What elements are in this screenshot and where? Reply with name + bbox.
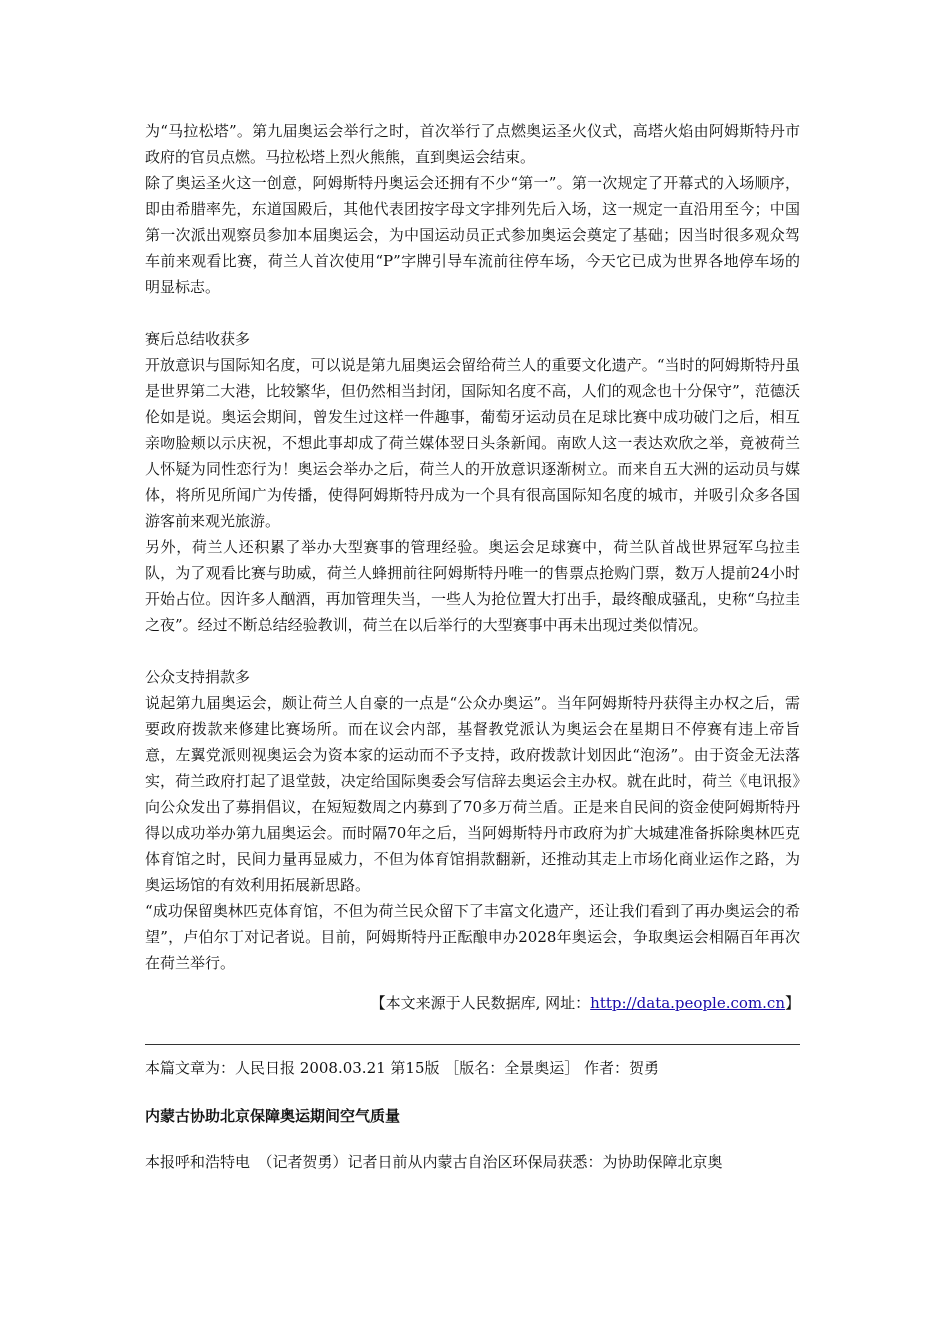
next-article-title: 内蒙古协助北京保障奥运期间空气质量: [145, 1107, 401, 1125]
document-page: [145, 118, 800, 1175]
section-heading-harvest: 赛后总结收获多: [145, 330, 251, 348]
section-heading-donations: 公众支持捐款多: [145, 668, 251, 686]
source-suffix: 】: [784, 994, 800, 1012]
spacer: [145, 300, 800, 326]
source-prefix: 【本文来源于人民数据库, 网址：: [370, 994, 591, 1012]
section2-paragraph-1: 说起第九届奥运会，颇让荷兰人自豪的一点是“公众办奥运”。当年阿姆斯特丹获得主办权之后，需要政府拨款来修建比赛场所。而在议会内部，基督教党派认为奥运会在星期日不停赛有违上帝旨意，左翼党派则视奥运会为资本家的运动而不予支持，政府拨款计划因此“泡汤”。由于资金无法落实，荷兰政府打起了退堂鼓，决定给国际奥委会写信辞去奥运会主办权。就在此时，荷兰《电讯报》向公众发出了募捐倡议，在短短数周之内募到了70多万荷兰盾。正是来自民间的资金使阿姆斯特丹得以成功举办第九届奥运会。而时隔70年之后，当阿姆斯特丹市政府为扩大城建准备拆除奥林匹克体育馆之时，民间力量再显威力，不但为体育馆捐款翻新，还推动其走上市场化商业运作之路，为奥运场馆的有效利用拓展新思路。: [145, 694, 800, 894]
spacer: [145, 638, 800, 664]
intro-paragraph-2: 除了奥运圣火这一创意，阿姆斯特丹奥运会还拥有不少“第一”。第一次规定了开幕式的入场顺序，即由希腊率先，东道国殿后，其他代表团按字母文字排列先后入场，这一规定一直沿用至今；中国第一次派出观察员参加本届奥运会，为中国运动员正式参加奥运会奠定了基础；因当时很多观众驾车前来观看比赛，荷兰人首次使用“P”字牌引导车流前往停车场，今天它已成为世界各地停车场的明显标志。: [145, 174, 800, 296]
source-attribution: [145, 990, 800, 1016]
section1-paragraph-2: 另外，荷兰人还积累了举办大型赛事的管理经验。奥运会足球赛中，荷兰队首战世界冠军乌拉圭队，为了观看比赛与助威，荷兰人蜂拥前往阿姆斯特丹唯一的售票点抢购门票，数万人提前24小时开始占位。因许多人酗酒，再加管理失当，一些人为抢位置大打出手，最终酿成骚乱，史称“乌拉圭之夜”。经过不断总结经验教训，荷兰在以后举行的大型赛事中再未出现过类似情况。: [145, 538, 800, 634]
section2-paragraph-2: “成功保留奥林匹克体育馆，不但为荷兰民众留下了丰富文化遗产，还让我们看到了再办奥运会的希望”，卢伯尔丁对记者说。目前，阿姆斯特丹正酝酿申办2028年奥运会，争取奥运会相隔百年再次在荷兰举行。: [145, 902, 800, 972]
section1-paragraph-1: 开放意识与国际知名度，可以说是第九届奥运会留给荷兰人的重要文化遗产。“当时的阿姆斯特丹虽是世界第二大港，比较繁华，但仍然相当封闭，国际知名度不高，人们的观念也十分保守”，范德沃伦如是说。奥运会期间，曾发生过这样一件趣事，葡萄牙运动员在足球比赛中成功破门之后，相互亲吻脸颊以示庆祝，不想此事却成了荷兰媒体翌日头条新闻。南欧人这一表达欢欣之举，竟被荷兰人怀疑为同性恋行为！奥运会举办之后，荷兰人的开放意识逐渐树立。而来自五大洲的运动员与媒体，将所见所闻广为传播，使得阿姆斯特丹成为一个具有很高国际知名度的城市，并吸引众多各国游客前来观光旅游。: [145, 356, 800, 530]
next-article-lead: 本报呼和浩特电 （记者贺勇）记者日前从内蒙古自治区环保局获悉：为协助保障北京奥: [145, 1153, 723, 1171]
intro-paragraph-1: 为“马拉松塔”。第九届奥运会举行之时，首次举行了点燃奥运圣火仪式，高塔火焰由阿姆斯特丹市政府的官员点燃。马拉松塔上烈火熊熊，直到奥运会结束。: [145, 122, 800, 166]
article-meta: 本篇文章为：人民日报 2008.03.21 第15版 ［版名：全景奥运］ 作者：贺勇: [145, 1059, 660, 1077]
source-link[interactable]: http://data.people.com.cn: [590, 994, 785, 1012]
divider: [145, 1044, 800, 1045]
